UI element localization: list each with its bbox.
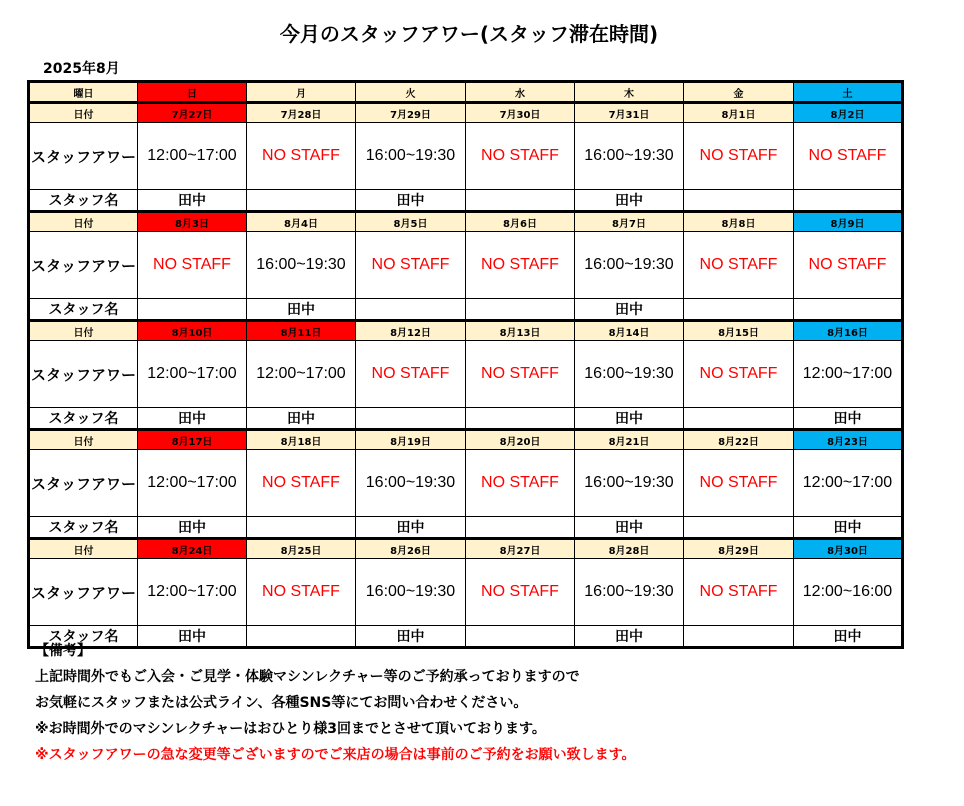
date-cell: 8月7日: [575, 212, 684, 232]
no-staff-cell: NO STAFF: [247, 123, 356, 190]
weekday-row-label: 曜日: [29, 82, 138, 103]
date-cell: 8月16日: [794, 321, 903, 341]
staff-row-label: スタッフ名: [29, 190, 138, 212]
date-row-label: 日付: [29, 321, 138, 341]
staff-name-cell: 田中: [794, 517, 903, 539]
date-cell: 8月22日: [684, 430, 794, 450]
hours-cell: 16:00~19:30: [575, 341, 684, 408]
hours-cell: 12:00~16:00: [794, 559, 903, 626]
staff-name-cell: [684, 626, 794, 648]
notes-section: [35, 638, 636, 768]
date-row-label: 日付: [29, 212, 138, 232]
hours-cell: 16:00~19:30: [247, 232, 356, 299]
no-staff-cell: NO STAFF: [466, 341, 575, 408]
staff-name-cell: [684, 299, 794, 321]
staff-row-label: スタッフ名: [29, 626, 138, 648]
no-staff-cell: NO STAFF: [684, 559, 794, 626]
no-staff-cell: NO STAFF: [794, 123, 903, 190]
date-cell: 8月2日: [794, 103, 903, 123]
weekday-sunday: 日: [138, 82, 247, 103]
date-cell: 8月26日: [356, 539, 466, 559]
date-cell: 8月17日: [138, 430, 247, 450]
staff-name-cell: 田中: [356, 517, 466, 539]
no-staff-cell: NO STAFF: [247, 559, 356, 626]
staff-name-cell: 田中: [575, 517, 684, 539]
staff-name-cell: 田中: [247, 299, 356, 321]
staff-name-cell: [794, 190, 903, 212]
no-staff-cell: NO STAFF: [247, 450, 356, 517]
hours-row-label: スタッフアワー: [29, 341, 138, 408]
date-cell: 8月12日: [356, 321, 466, 341]
no-staff-cell: NO STAFF: [466, 232, 575, 299]
staff-name-cell: [466, 408, 575, 430]
hours-row-label: スタッフアワー: [29, 559, 138, 626]
date-row: [29, 539, 903, 559]
staff-hours-row: [29, 123, 903, 190]
date-cell: 8月8日: [684, 212, 794, 232]
staff-hours-row: [29, 341, 903, 408]
weekday-monday: 月: [247, 82, 356, 103]
date-cell: 8月21日: [575, 430, 684, 450]
notes-line-3: ※お時間外でのマシンレクチャーはおひとり様3回までとさせて頂いております。: [35, 721, 546, 737]
hours-cell: 12:00~17:00: [794, 341, 903, 408]
date-cell: 8月23日: [794, 430, 903, 450]
staff-name-row: [29, 190, 903, 212]
date-cell: 7月27日: [138, 103, 247, 123]
hours-row-label: スタッフアワー: [29, 123, 138, 190]
date-cell: 7月29日: [356, 103, 466, 123]
notes-heading: 【備考】: [35, 643, 91, 659]
date-cell: 8月13日: [466, 321, 575, 341]
hours-cell: 12:00~17:00: [138, 450, 247, 517]
date-cell: 8月18日: [247, 430, 356, 450]
hours-cell: 12:00~17:00: [138, 559, 247, 626]
no-staff-cell: NO STAFF: [794, 232, 903, 299]
hours-cell: 16:00~19:30: [356, 450, 466, 517]
staff-hours-row: [29, 232, 903, 299]
month-label: 2025年8月: [43, 61, 120, 77]
staff-name-cell: 田中: [794, 408, 903, 430]
date-cell: 7月30日: [466, 103, 575, 123]
hours-cell: 16:00~19:30: [356, 123, 466, 190]
hours-cell: 12:00~17:00: [138, 341, 247, 408]
staff-name-row: [29, 517, 903, 539]
staff-name-cell: [466, 517, 575, 539]
staff-name-row: [29, 408, 903, 430]
hours-cell: 16:00~19:30: [356, 559, 466, 626]
staff-name-cell: 田中: [575, 190, 684, 212]
date-cell: 7月28日: [247, 103, 356, 123]
weekday-friday: 金: [684, 82, 794, 103]
date-cell: 8月20日: [466, 430, 575, 450]
notes-line-2: お気軽にスタッフまたは公式ライン、各種SNS等にてお問い合わせください。: [35, 695, 528, 711]
staff-name-cell: [138, 299, 247, 321]
date-cell: 8月6日: [466, 212, 575, 232]
notes-warning: ※スタッフアワーの急な変更等ございますのでご来店の場合は事前のご予約をお願い致します。: [35, 747, 636, 763]
weekday-thursday: 木: [575, 82, 684, 103]
staff-name-cell: [247, 190, 356, 212]
staff-hours-row: [29, 450, 903, 517]
staff-name-cell: 田中: [138, 626, 247, 648]
no-staff-cell: NO STAFF: [684, 123, 794, 190]
staff-row-label: スタッフ名: [29, 517, 138, 539]
page-title: 今月のスタッフアワー(スタッフ滞在時間): [279, 22, 659, 46]
hours-row-label: スタッフアワー: [29, 450, 138, 517]
hours-cell: 12:00~17:00: [794, 450, 903, 517]
no-staff-cell: NO STAFF: [684, 232, 794, 299]
staff-name-cell: [684, 190, 794, 212]
hours-cell: 16:00~19:30: [575, 123, 684, 190]
date-cell: 8月27日: [466, 539, 575, 559]
date-row-label: 日付: [29, 539, 138, 559]
date-row: [29, 321, 903, 341]
notes-line-1: 上記時間外でもご入会・ご見学・体験マシンレクチャー等のご予約承っておりますので: [35, 669, 580, 685]
date-cell: 8月9日: [794, 212, 903, 232]
staff-name-cell: [684, 517, 794, 539]
hours-cell: 12:00~17:00: [138, 123, 247, 190]
staff-name-cell: 田中: [356, 190, 466, 212]
staff-name-cell: 田中: [138, 408, 247, 430]
staff-name-cell: [466, 190, 575, 212]
staff-name-cell: [356, 299, 466, 321]
staff-name-row: [29, 299, 903, 321]
no-staff-cell: NO STAFF: [684, 341, 794, 408]
date-cell: 8月5日: [356, 212, 466, 232]
date-cell: 8月3日: [138, 212, 247, 232]
hours-cell: 16:00~19:30: [575, 232, 684, 299]
date-cell: 8月19日: [356, 430, 466, 450]
staff-hours-row: [29, 559, 903, 626]
weekday-wednesday: 水: [466, 82, 575, 103]
staff-name-cell: [356, 408, 466, 430]
hours-cell: 16:00~19:30: [575, 450, 684, 517]
no-staff-cell: NO STAFF: [466, 123, 575, 190]
staff-name-cell: 田中: [575, 626, 684, 648]
date-cell: 8月11日: [247, 321, 356, 341]
no-staff-cell: NO STAFF: [466, 559, 575, 626]
date-cell: 8月29日: [684, 539, 794, 559]
date-cell: 8月28日: [575, 539, 684, 559]
no-staff-cell: NO STAFF: [356, 232, 466, 299]
staff-name-cell: 田中: [247, 408, 356, 430]
date-cell: 8月15日: [684, 321, 794, 341]
weekday-header-row: [29, 82, 903, 103]
staff-name-cell: 田中: [138, 190, 247, 212]
hours-row-label: スタッフアワー: [29, 232, 138, 299]
staff-name-cell: 田中: [794, 626, 903, 648]
date-cell: 8月4日: [247, 212, 356, 232]
weekday-saturday: 土: [794, 82, 903, 103]
date-row-label: 日付: [29, 103, 138, 123]
no-staff-cell: NO STAFF: [684, 450, 794, 517]
date-cell: 7月31日: [575, 103, 684, 123]
date-cell: 8月10日: [138, 321, 247, 341]
date-row-label: 日付: [29, 430, 138, 450]
date-row: [29, 430, 903, 450]
hours-cell: 16:00~19:30: [575, 559, 684, 626]
staff-name-cell: [466, 299, 575, 321]
date-cell: 8月1日: [684, 103, 794, 123]
hours-cell: 12:00~17:00: [247, 341, 356, 408]
date-cell: 8月14日: [575, 321, 684, 341]
staff-name-cell: [247, 517, 356, 539]
no-staff-cell: NO STAFF: [356, 341, 466, 408]
date-row: [29, 212, 903, 232]
date-cell: 8月30日: [794, 539, 903, 559]
date-row: [29, 103, 903, 123]
weekday-tuesday: 火: [356, 82, 466, 103]
staff-name-cell: [684, 408, 794, 430]
date-cell: 8月25日: [247, 539, 356, 559]
staff-row-label: スタッフ名: [29, 299, 138, 321]
staff-name-cell: 田中: [575, 408, 684, 430]
staff-name-cell: [794, 299, 903, 321]
staff-name-cell: 田中: [138, 517, 247, 539]
staff-hours-calendar: [27, 80, 904, 649]
date-cell: 8月24日: [138, 539, 247, 559]
staff-row-label: スタッフ名: [29, 408, 138, 430]
staff-name-cell: 田中: [575, 299, 684, 321]
no-staff-cell: NO STAFF: [466, 450, 575, 517]
staff-name-cell: 田中: [356, 626, 466, 648]
no-staff-cell: NO STAFF: [138, 232, 247, 299]
